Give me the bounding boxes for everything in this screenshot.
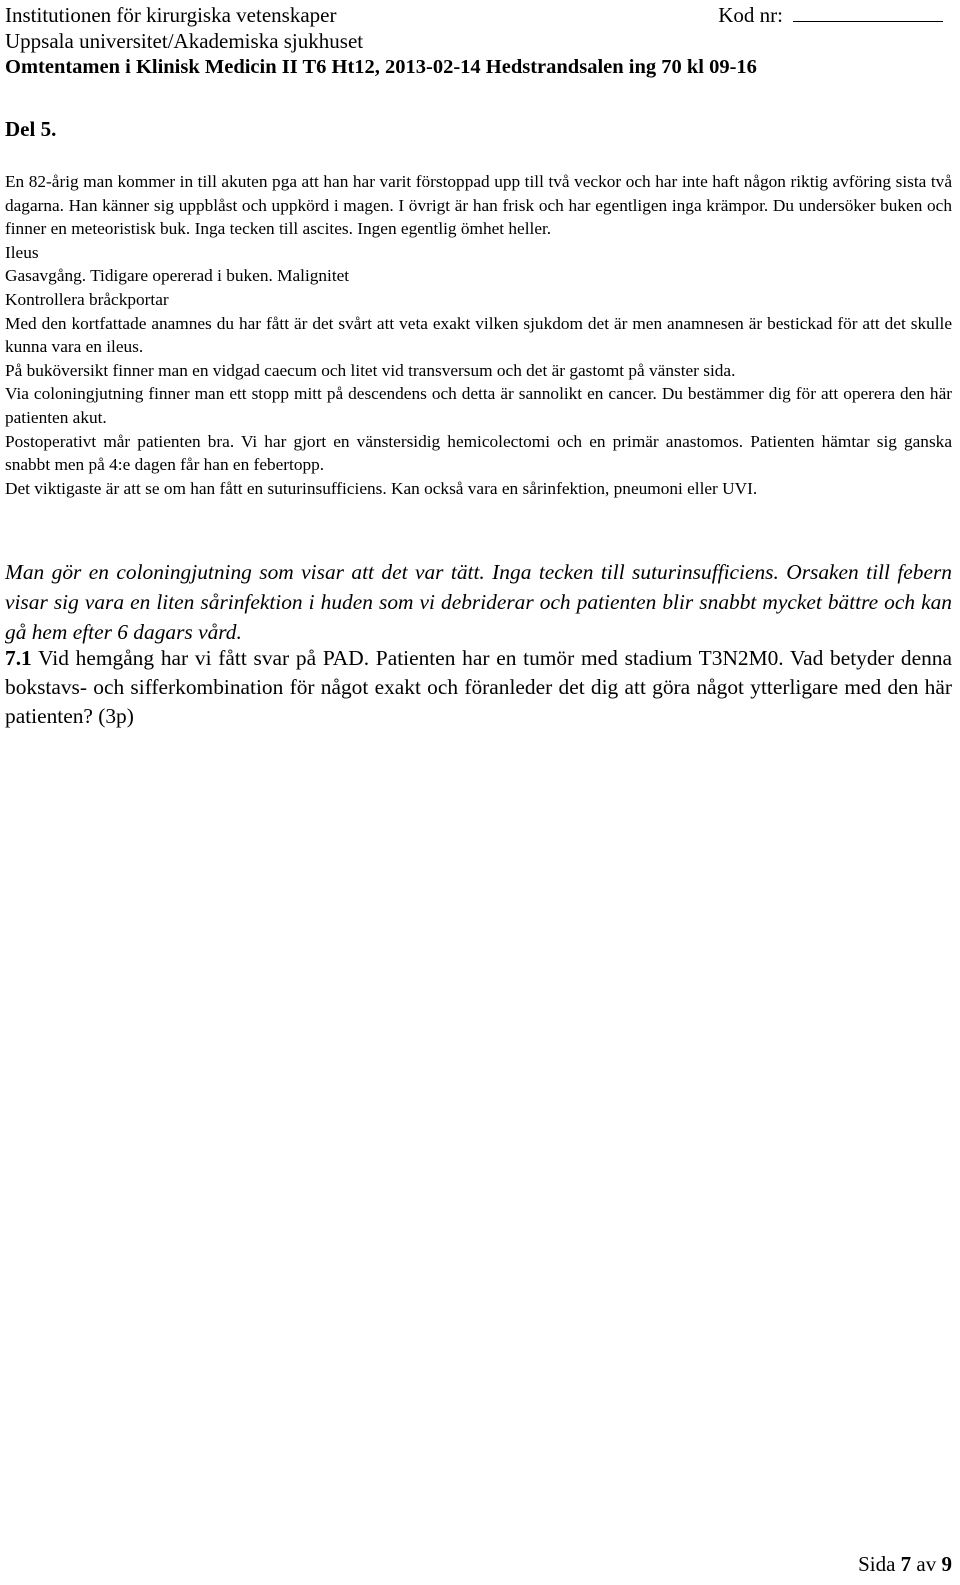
university-name: Uppsala universitet/Akademiska sjukhuset: [5, 29, 364, 53]
question-7-1: [5, 644, 952, 731]
case-line-gas: Gasavgång. Tidigare opererad i buken. Malignitet: [5, 266, 350, 286]
case-para-postop: Postoperativt mår patienten bra. Vi har gjort en vänstersidig hemicolectomi och en primär anastomos. Patienten hämtar sig ganska snabbt men på 4:e dagen får han en febertopp.: [5, 431, 952, 475]
case-para-bukoversikt: På buköversikt finner man en vidgad caecum och litet vid transversum och det är gastomt på vänster sida.: [5, 360, 736, 380]
code-number-label: Kod nr:: [718, 3, 783, 27]
code-number-blank-line: [793, 2, 943, 22]
case-intro: En 82-årig man kommer in till akuten pga att han har varit förstoppad upp till två veckor och har inte haft någon riktig avföring sista två dagarna. Han känner sig uppblåst och uppkörd i magen. I övrigt är han frisk och har egentligen inga krämpor. Du undersöker buken och finner en meteoristisk buk. Inga tecken till ascites. Ingen egentlig ömhet heller.: [5, 172, 952, 239]
page-footer: [858, 1551, 952, 1577]
case-para-colon: Via coloningjutning finner man ett stopp mitt på descendens och detta är sannolikt en cancer. Du bestämmer dig för att operera den här patienten akut.: [5, 384, 952, 427]
case-line-brack: Kontrollera bråckportar: [5, 289, 169, 309]
case-para-viktigt: Det viktigaste är att se om han fått en suturinsufficiens. Kan också vara en sårinfektion, pneumoni eller UVI.: [5, 478, 758, 498]
question-number: 7.1: [5, 646, 32, 670]
section-title: Del 5.: [5, 117, 57, 141]
question-text: Vid hemgång har vi fått svar på PAD. Patienten har en tumör med stadium T3N2M0. Vad betyder denna bokstavs- och sifferkombination för något exakt och föranleder det dig att göra något ytterligare med den här patienten? (3p): [5, 646, 952, 728]
code-number-field: [718, 2, 943, 28]
footer-sida-label: Sida: [858, 1552, 901, 1576]
case-line-ileus: Ileus: [5, 242, 39, 262]
footer-av-label: av: [911, 1552, 942, 1576]
answer-text: Man gör en coloningjutning som visar att det var tätt. Inga tecken till suturinsufficiens. Orsaken till febern visar sig vara en liten sårinfektion i huden som vi debriderar och patienten blir snabbt mycket bättre och kan gå hem efter 6 dagars vård.: [5, 560, 952, 644]
footer-page-total: 9: [941, 1552, 952, 1576]
exam-title: Omtentamen i Klinisk Medicin II T6 Ht12, 2013-02-14 Hedstrandsalen ing 70 kl 09-16: [5, 56, 757, 78]
footer-page-current: 7: [900, 1552, 912, 1576]
case-para-anamnes: Med den kortfattade anamnes du har fått är det svårt att veta exakt vilken sjukdom det är men anamnesen är bestickad för att det skulle kunna vara en ileus.: [5, 313, 952, 357]
page-header: [5, 2, 955, 80]
institution-name: Institutionen för kirurgiska vetenskaper: [5, 3, 337, 27]
case-description: [5, 170, 952, 500]
